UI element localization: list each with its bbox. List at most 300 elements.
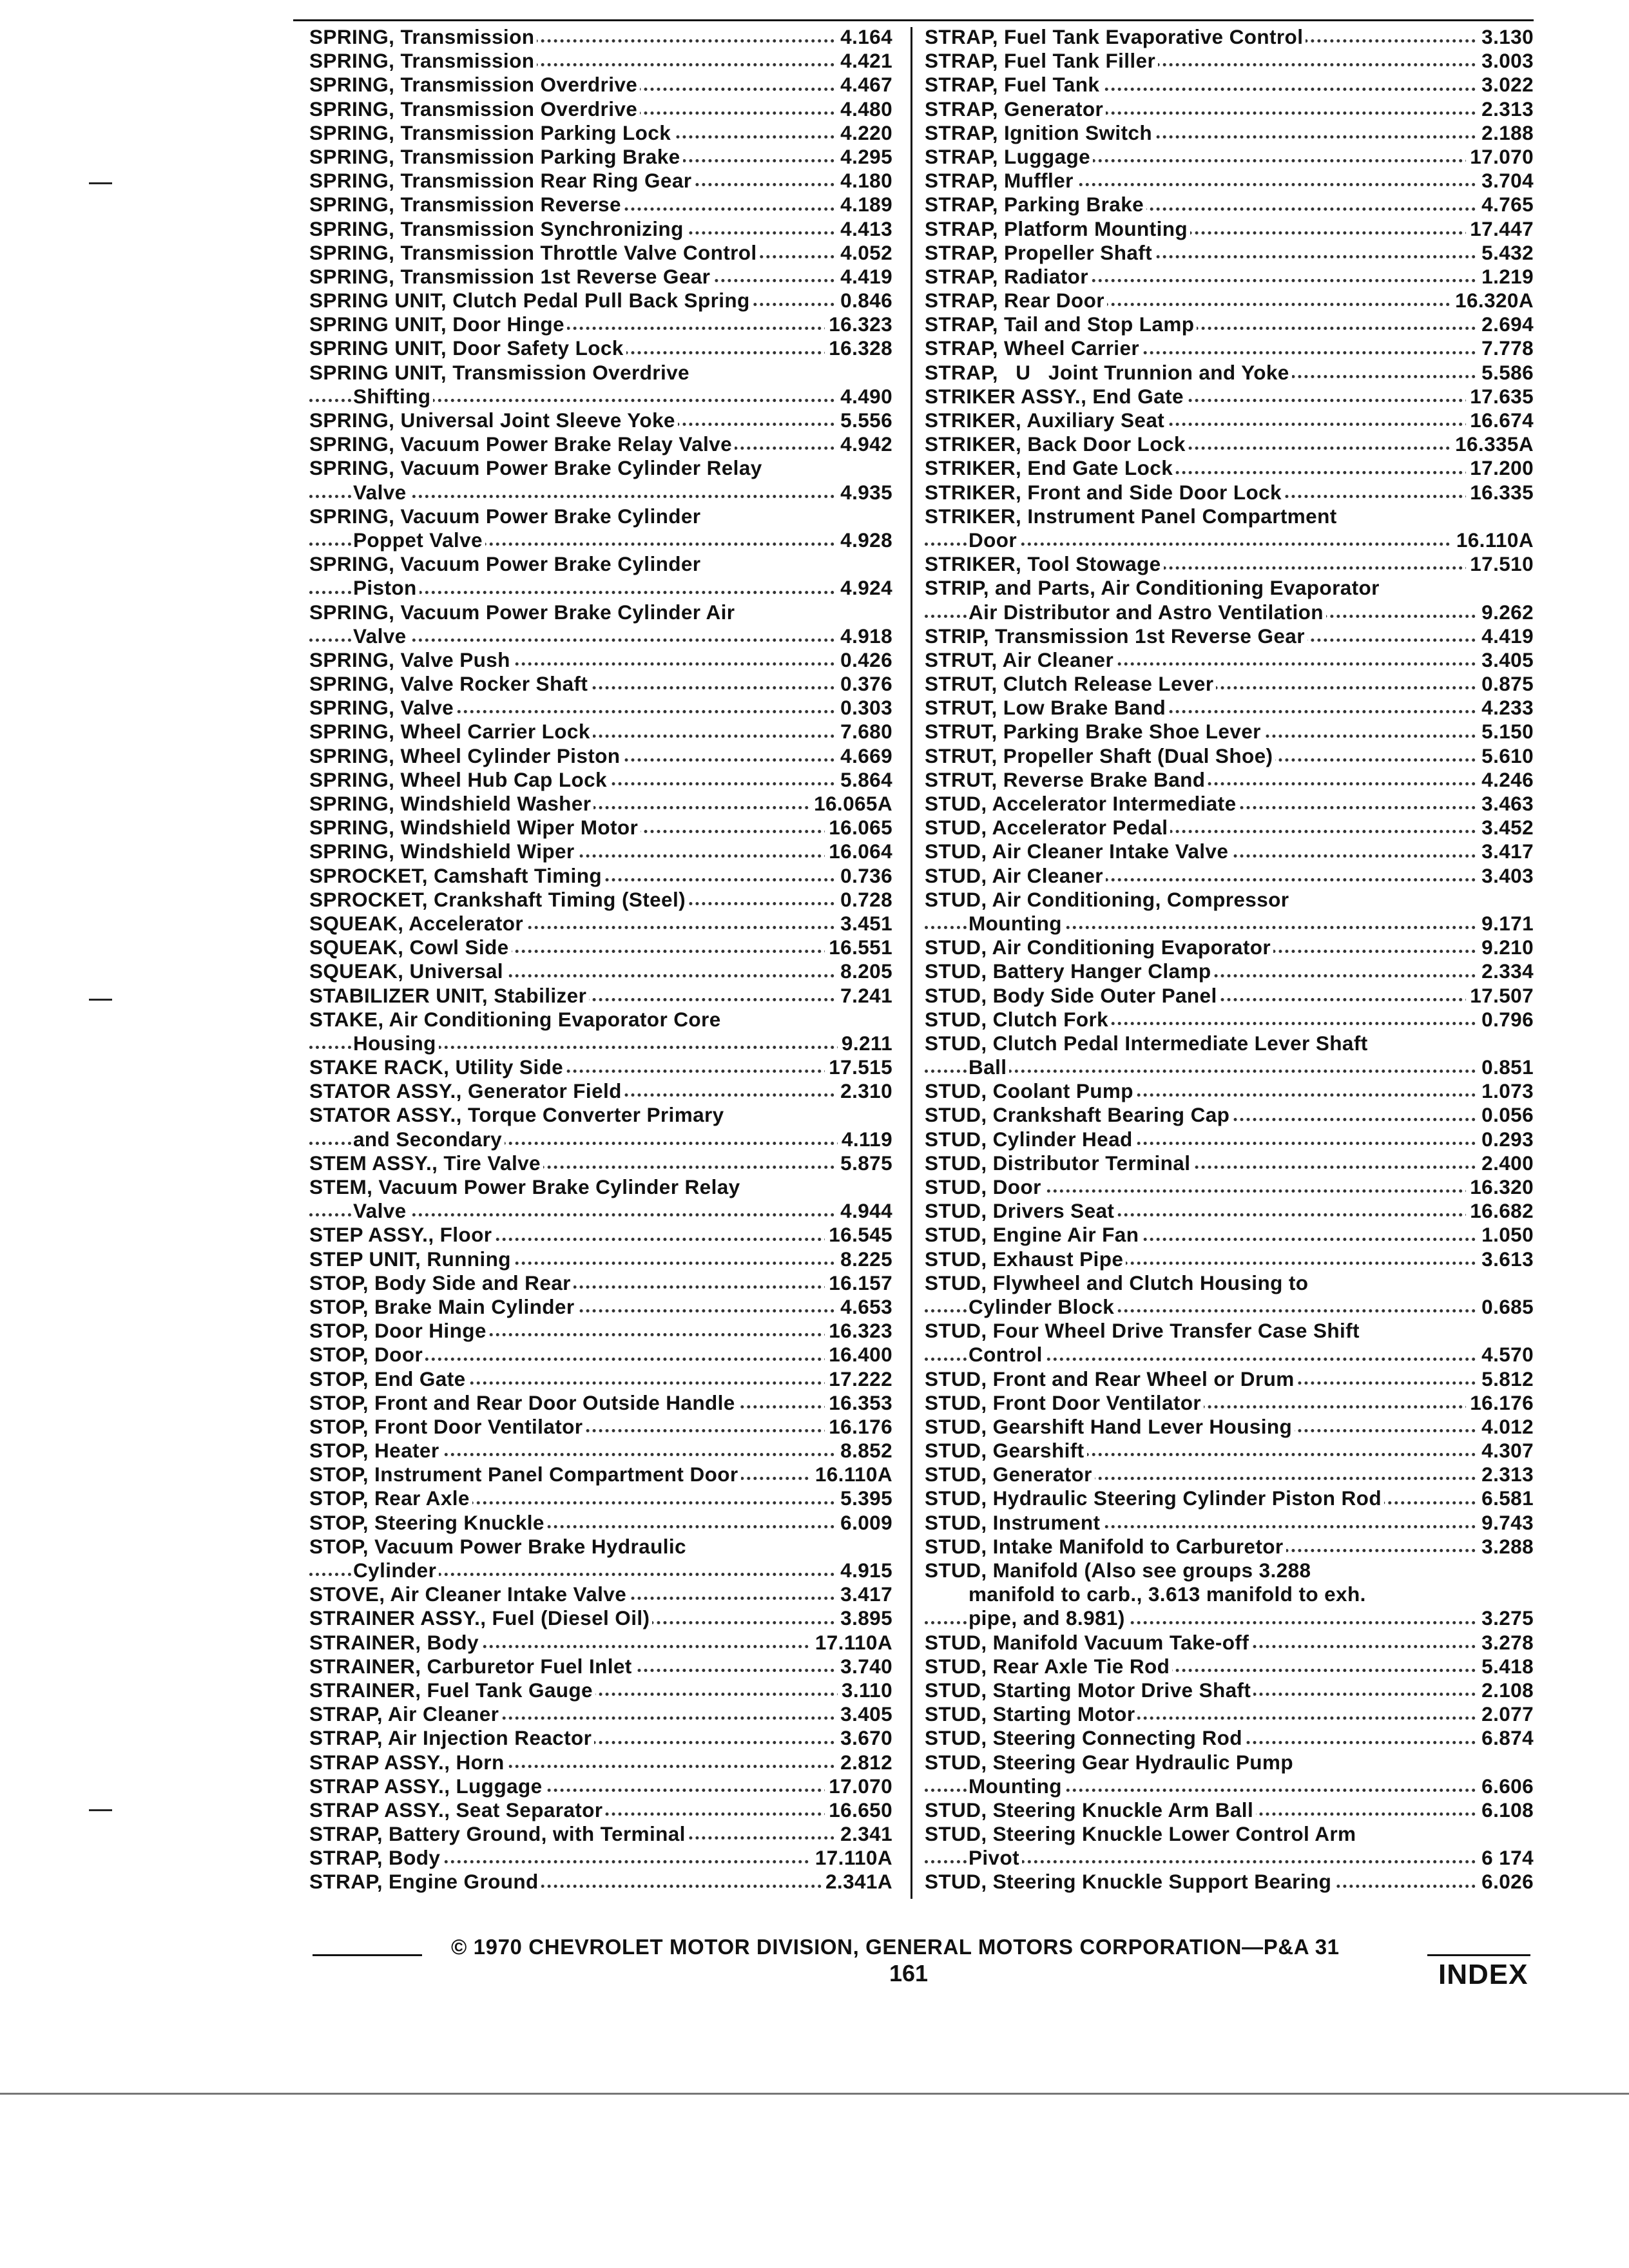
index-entry-line	[925, 648, 1534, 672]
index-entry-line	[925, 1199, 1534, 1223]
entry-reference: 4.467	[836, 73, 892, 97]
entry-reference: 16.323	[825, 1319, 892, 1343]
entry-label: STUD, Starting Motor	[925, 1702, 1137, 1725]
entry-label: STOP, Rear Axle	[309, 1486, 472, 1510]
bottom-rule	[0, 2093, 1629, 2095]
index-entry-line	[925, 1751, 1534, 1774]
index-entry-line	[309, 145, 892, 169]
entry-reference: 2.341A	[822, 1870, 892, 1894]
entry-reference: 16.110A	[1452, 528, 1534, 552]
index-entry-line	[309, 912, 892, 936]
entry-label: SPRING, Transmission Parking Lock	[309, 121, 673, 144]
entry-label: SPRING, Transmission Parking Brake	[309, 145, 683, 168]
index-entry-line	[309, 1008, 892, 1032]
index-entry-line	[925, 816, 1534, 840]
index-entry-line	[925, 193, 1534, 216]
index-entry-line	[309, 481, 892, 505]
margin-tick	[89, 999, 112, 1001]
entry-label: SPRING, Valve	[309, 696, 456, 719]
index-entry-line	[925, 1175, 1534, 1199]
entry-reference: 17.070	[825, 1774, 892, 1798]
index-entry-line	[309, 1751, 892, 1774]
entry-label: STRAINER ASSY., Fuel (Diesel Oil)	[309, 1606, 652, 1629]
entry-label: STRAP, Wheel Carrier	[925, 336, 1142, 360]
entry-reference: 17.635	[1466, 385, 1534, 408]
entry-label: STUD, Flywheel and Clutch Housing to	[925, 1271, 1311, 1294]
index-entry-line	[925, 1463, 1534, 1486]
index-entry-line	[309, 1870, 892, 1894]
index-entry-line	[309, 1463, 892, 1486]
entry-reference: 4.924	[836, 576, 892, 600]
index-entry-line	[925, 959, 1534, 983]
index-entry-line	[925, 1702, 1534, 1726]
index-entry-line	[309, 1535, 892, 1559]
entry-label: STUD, Starting Motor Drive Shaft	[925, 1678, 1253, 1702]
entry-reference: 17.447	[1466, 217, 1534, 241]
entry-label: STUD, Manifold (Also see groups 3.288	[925, 1559, 1313, 1582]
entry-label: STOP, Brake Main Cylinder	[309, 1295, 577, 1318]
entry-label: STOVE, Air Cleaner Intake Valve	[309, 1582, 629, 1606]
entry-label: STUD, Air Cleaner Intake Valve	[925, 840, 1231, 863]
index-entry-line	[925, 1319, 1534, 1343]
index-entry-line	[309, 505, 892, 528]
entry-label: Shifting	[353, 385, 433, 408]
index-entry-line	[925, 385, 1534, 408]
index-entry-line	[309, 1223, 892, 1247]
entry-reference: 16.323	[825, 312, 892, 336]
entry-label: STUD, Intake Manifold to Carburetor	[925, 1535, 1286, 1558]
entry-label: STRAINER, Body	[309, 1631, 481, 1654]
index-entry-line	[925, 1798, 1534, 1822]
entry-reference: 16.674	[1466, 408, 1534, 432]
entry-reference: 4.419	[836, 265, 892, 289]
entry-reference: 9.262	[1478, 601, 1534, 624]
entry-label: Air Distributor and Astro Ventilation	[969, 601, 1326, 624]
entry-label: STRAP, Fuel Tank	[925, 73, 1102, 96]
entry-label: SPRING, Windshield Wiper	[309, 840, 577, 863]
index-entry-line	[925, 696, 1534, 720]
index-entry-line	[309, 49, 892, 73]
index-entry-line	[925, 97, 1534, 121]
entry-label: Cylinder	[353, 1559, 439, 1582]
index-entry-line	[309, 959, 892, 983]
index-entry-line	[925, 1774, 1534, 1798]
entry-label: STRAP, Tail and Stop Lamp	[925, 312, 1197, 336]
index-entry-line	[309, 217, 892, 241]
index-entry-line	[925, 1511, 1534, 1535]
index-entry-line	[309, 1702, 892, 1726]
entry-reference: 0.376	[836, 672, 892, 696]
entry-label: STUD, Rear Axle Tie Rod	[925, 1655, 1172, 1678]
index-entry-line	[309, 1678, 892, 1702]
entry-label: STUD, Air Cleaner	[925, 864, 1106, 887]
entry-reference: 17.222	[825, 1367, 892, 1391]
index-entry-line	[925, 1008, 1534, 1032]
index-entry-line	[309, 193, 892, 216]
entry-reference: 3.278	[1478, 1631, 1534, 1655]
index-entry-line	[925, 984, 1534, 1008]
index-entry-line	[925, 1631, 1534, 1655]
entry-label: STEP UNIT, Running	[309, 1247, 514, 1271]
entry-reference: 4.413	[836, 217, 892, 241]
entry-label: STOP, Body Side and Rear	[309, 1271, 574, 1294]
entry-label: STOP, Heater	[309, 1439, 442, 1462]
entry-reference: 8.852	[836, 1439, 892, 1463]
entry-reference: 5.556	[836, 408, 892, 432]
index-entry-line	[925, 265, 1534, 289]
index-entry-line	[309, 1103, 892, 1127]
entry-label: SPRING, Windshield Wiper Motor	[309, 816, 641, 839]
index-entry-line	[925, 505, 1534, 528]
entry-reference: 2.694	[1478, 312, 1534, 336]
index-column-right	[925, 25, 1534, 1894]
entry-label: STABILIZER UNIT, Stabilizer	[309, 984, 589, 1007]
entry-reference: 17.110A	[811, 1846, 892, 1870]
index-entry-line	[309, 361, 892, 385]
entry-label: STRUT, Low Brake Band	[925, 696, 1168, 719]
entry-label: STUD, Drivers Seat	[925, 1199, 1117, 1222]
index-entry-line	[309, 1439, 892, 1463]
entry-label: STATOR ASSY., Torque Converter Primary	[309, 1103, 727, 1126]
entry-label: STEP ASSY., Floor	[309, 1223, 494, 1246]
index-entry-line	[309, 1295, 892, 1319]
index-entry-line	[925, 121, 1534, 145]
entry-label: STUD, Battery Hanger Clamp	[925, 959, 1214, 983]
entry-label: STRIKER ASSY., End Gate	[925, 385, 1186, 408]
entry-reference: 4.012	[1478, 1415, 1534, 1439]
entry-label: SPRING, Valve Rocker Shaft	[309, 672, 590, 695]
index-entry-line	[925, 1726, 1534, 1750]
entry-reference: 4.307	[1478, 1439, 1534, 1463]
index-entry-line	[309, 1726, 892, 1750]
entry-label: STUD, Distributor Terminal	[925, 1151, 1193, 1175]
entry-reference: 4.669	[836, 744, 892, 768]
index-entry-line	[925, 1655, 1534, 1678]
entry-reference: 6.606	[1478, 1774, 1534, 1798]
index-entry-line	[309, 1032, 892, 1055]
index-entry-line	[309, 1247, 892, 1271]
entry-reference: 0.796	[1478, 1008, 1534, 1032]
entry-label: SPRING UNIT, Transmission Overdrive	[309, 361, 692, 384]
entry-reference: 4.942	[836, 432, 892, 456]
entry-label: STRIKER, Front and Side Door Lock	[925, 481, 1284, 504]
index-entry-line	[309, 984, 892, 1008]
entry-reference: 1.073	[1478, 1079, 1534, 1103]
entry-reference: 3.613	[1478, 1247, 1534, 1271]
index-column-left	[309, 25, 892, 1894]
index-entry-line	[925, 552, 1534, 576]
entry-reference: 3.403	[1478, 864, 1534, 888]
index-entry-line	[309, 456, 892, 480]
index-entry-line	[309, 1822, 892, 1846]
entry-label: STOP, Front and Rear Door Outside Handle	[309, 1391, 738, 1414]
entry-reference: 0.426	[836, 648, 892, 672]
index-entry-line	[925, 169, 1534, 193]
entry-label: manifold to carb., 3.613 manifold to exh.	[969, 1582, 1369, 1606]
entry-reference: 0.293	[1478, 1128, 1534, 1151]
index-entry-line	[309, 648, 892, 672]
entry-reference: 2.313	[1478, 97, 1534, 121]
entry-label: STUD, Manifold Vacuum Take-off	[925, 1631, 1251, 1654]
entry-reference: 3.022	[1478, 73, 1534, 97]
entry-label: SPRING, Transmission Overdrive	[309, 73, 640, 96]
column-divider	[911, 27, 912, 1899]
entry-label: STRAINER, Carburetor Fuel Inlet	[309, 1655, 635, 1678]
index-entry-line	[309, 1391, 892, 1415]
index-entry-line	[925, 1103, 1534, 1127]
entry-reference: 16.335	[1466, 481, 1534, 505]
entry-label: Valve	[353, 624, 409, 648]
entry-reference: 4.295	[836, 145, 892, 169]
entry-reference: 17.515	[825, 1055, 892, 1079]
entry-reference: 16.176	[825, 1415, 892, 1439]
entry-label: STUD, Engine Air Fan	[925, 1223, 1141, 1246]
index-entry-line	[309, 1582, 892, 1606]
entry-reference: 3.275	[1478, 1606, 1534, 1630]
entry-label: SPRING, Valve Push	[309, 648, 513, 671]
entry-reference: 2.108	[1478, 1678, 1534, 1702]
entry-label: STOP, Front Door Ventilator	[309, 1415, 585, 1438]
entry-reference: 5.864	[836, 768, 892, 792]
index-entry-line	[925, 936, 1534, 959]
entry-label: STUD, Accelerator Pedal	[925, 816, 1170, 839]
entry-label: STUD, Coolant Pump	[925, 1079, 1136, 1102]
index-entry-line	[925, 1439, 1534, 1463]
entry-reference: 3.704	[1478, 169, 1534, 193]
index-entry-line	[925, 912, 1534, 936]
index-entry-line	[309, 1199, 892, 1223]
entry-label: STOP, End Gate	[309, 1367, 468, 1390]
entry-reference: 17.200	[1466, 456, 1534, 480]
index-entry-line	[309, 552, 892, 576]
entry-label: STUD, Gearshift	[925, 1439, 1087, 1462]
entry-label: Valve	[353, 481, 409, 504]
entry-label: SPRING, Vacuum Power Brake Cylinder	[309, 505, 703, 528]
index-entry-line	[925, 408, 1534, 432]
entry-reference: 5.150	[1478, 720, 1534, 744]
page-number: 161	[889, 1960, 929, 1986]
entry-label: STRAP, Ignition Switch	[925, 121, 1155, 144]
entry-reference: 9.210	[1478, 936, 1534, 959]
entry-reference: 1.050	[1478, 1223, 1534, 1247]
index-entry-line	[309, 25, 892, 49]
index-entry-line	[925, 312, 1534, 336]
entry-label: SPRING, Transmission Reverse	[309, 193, 624, 216]
entry-label: STUD, Steering Knuckle Support Bearing	[925, 1870, 1334, 1893]
index-entry-line	[925, 1559, 1534, 1582]
index-entry-line	[309, 888, 892, 912]
entry-label: STUD, Hydraulic Steering Cylinder Piston Rod	[925, 1486, 1384, 1510]
entry-label: SPRING, Vacuum Power Brake Cylinder Relay	[309, 456, 765, 479]
entry-label: STRAP, Generator	[925, 97, 1106, 120]
entry-label: SPRING UNIT, Door Safety Lock	[309, 336, 626, 360]
entry-label: SPRING, Transmission Synchronizing	[309, 217, 686, 240]
index-entry-line	[309, 1486, 892, 1510]
entry-label: STRUT, Parking Brake Shoe Lever	[925, 720, 1264, 743]
index-entry-line	[309, 1415, 892, 1439]
entry-reference: 2.812	[836, 1751, 892, 1774]
index-entry-line	[309, 1631, 892, 1655]
entry-reference: 4.570	[1478, 1343, 1534, 1367]
index-entry-line	[309, 1367, 892, 1391]
index-entry-line	[309, 1128, 892, 1151]
entry-label: SQUEAK, Cowl Side	[309, 936, 512, 959]
entry-reference: 7.778	[1478, 336, 1534, 360]
entry-label: STRIKER, Auxiliary Seat	[925, 408, 1167, 432]
index-entry-line	[925, 1247, 1534, 1271]
entry-label: STRAP, Body	[309, 1846, 443, 1869]
entry-label: SPROCKET, Crankshaft Timing (Steel)	[309, 888, 688, 911]
index-entry-line	[309, 744, 892, 768]
index-entry-line	[309, 385, 892, 408]
index-entry-line	[925, 1486, 1534, 1510]
index-entry-line	[925, 49, 1534, 73]
entry-reference: 3.670	[836, 1726, 892, 1750]
entry-label: STRAINER, Fuel Tank Gauge	[309, 1678, 595, 1702]
entry-reference: 3.130	[1478, 25, 1534, 49]
index-entry-line	[925, 1582, 1534, 1606]
entry-reference: 0.846	[836, 289, 892, 312]
entry-reference: 6.026	[1478, 1870, 1534, 1894]
entry-reference: 4.220	[836, 121, 892, 145]
entry-label: STEM, Vacuum Power Brake Cylinder Relay	[309, 1175, 743, 1198]
entry-reference: 0.303	[836, 696, 892, 720]
entry-label: STUD, Crankshaft Bearing Cap	[925, 1103, 1232, 1126]
entry-reference: 5.418	[1478, 1655, 1534, 1678]
index-entry-line	[309, 241, 892, 265]
entry-label: STUD, Front and Rear Wheel or Drum	[925, 1367, 1297, 1390]
index-entry-line	[925, 888, 1534, 912]
entry-label: STUD, Exhaust Pipe	[925, 1247, 1126, 1271]
entry-label: Valve	[353, 1199, 409, 1222]
index-entry-line	[309, 672, 892, 696]
entry-label: STUD, Accelerator Intermediate	[925, 792, 1239, 815]
entry-reference: 5.812	[1478, 1367, 1534, 1391]
entry-label: STRAP, Battery Ground, with Terminal	[309, 1822, 688, 1845]
index-entry-line	[309, 432, 892, 456]
index-entry-line	[309, 792, 892, 816]
entry-reference: 3.405	[1478, 648, 1534, 672]
entry-label: STEM ASSY., Tire Valve	[309, 1151, 543, 1175]
entry-label: SPRING, Transmission	[309, 25, 537, 48]
entry-reference: 17.070	[1466, 145, 1534, 169]
index-entry-line	[925, 289, 1534, 312]
index-entry-line	[925, 1151, 1534, 1175]
index-entry-line	[309, 408, 892, 432]
entry-label: STUD, Steering Connecting Rod	[925, 1726, 1245, 1749]
entry-label: STRUT, Propeller Shaft (Dual Shoe)	[925, 744, 1275, 767]
index-entry-line	[309, 121, 892, 145]
entry-reference: 16.065	[825, 816, 892, 840]
index-entry-line	[925, 145, 1534, 169]
index-entry-line	[309, 265, 892, 289]
entry-reference: 4.180	[836, 169, 892, 193]
entry-reference: 4.490	[836, 385, 892, 408]
entry-reference: 17.510	[1466, 552, 1534, 576]
index-entry-line	[925, 576, 1534, 600]
entry-reference: 2.313	[1478, 1463, 1534, 1486]
entry-reference: 3.288	[1478, 1535, 1534, 1559]
entry-reference: 16.064	[825, 840, 892, 863]
entry-label: STRAP, Propeller Shaft	[925, 241, 1155, 264]
entry-label: STOP, Door Hinge	[309, 1319, 489, 1342]
index-entry-line	[925, 1678, 1534, 1702]
entry-reference: 3.451	[836, 912, 892, 936]
entry-label: Housing	[353, 1032, 439, 1055]
entry-label: Poppet Valve	[353, 528, 485, 552]
entry-label: SPRING, Transmission Rear Ring Gear	[309, 169, 694, 192]
entry-label: STRAP, Fuel Tank Evaporative Control	[925, 25, 1306, 48]
footer-rule-right	[1427, 1954, 1530, 1956]
entry-reference: 4.164	[836, 25, 892, 49]
entry-reference: 3.740	[836, 1655, 892, 1678]
index-entry-line	[925, 1870, 1534, 1894]
entry-reference: 2.188	[1478, 121, 1534, 145]
entry-reference: 0.056	[1478, 1103, 1534, 1127]
entry-label: SPRING, Universal Joint Sleeve Yoke	[309, 408, 678, 432]
entry-reference: 17.110A	[811, 1631, 892, 1655]
entry-reference: 4.918	[836, 624, 892, 648]
entry-label: Pivot	[969, 1846, 1022, 1869]
entry-reference: 5.875	[836, 1151, 892, 1175]
index-entry-line	[309, 696, 892, 720]
entry-label: STUD, Clutch Fork	[925, 1008, 1111, 1031]
index-entry-line	[309, 1151, 892, 1175]
entry-reference: 5.610	[1478, 744, 1534, 768]
index-entry-line	[925, 432, 1534, 456]
entry-label: STOP, Door	[309, 1343, 425, 1366]
margin-tick	[89, 182, 112, 184]
entry-reference: 3.452	[1478, 816, 1534, 840]
entry-reference: 7.241	[836, 984, 892, 1008]
entry-reference: 16.176	[1466, 1391, 1534, 1415]
entry-reference: 16.320A	[1451, 289, 1534, 312]
footer-rule-left	[313, 1954, 422, 1956]
index-entry-line	[309, 97, 892, 121]
entry-label: STRIKER, Instrument Panel Compartment	[925, 505, 1340, 528]
entry-reference: 0.728	[836, 888, 892, 912]
entry-label: SPRING, Windshield Washer	[309, 792, 593, 815]
index-entry-line	[925, 672, 1534, 696]
index-entry-line	[309, 768, 892, 792]
entry-label: STUD, Front Door Ventilator	[925, 1391, 1204, 1414]
entry-reference: 4.419	[1478, 624, 1534, 648]
index-entry-line	[309, 624, 892, 648]
entry-reference: 2.341	[836, 1822, 892, 1846]
index-entry-line	[309, 312, 892, 336]
entry-reference: 4.480	[836, 97, 892, 121]
entry-label: SPRING UNIT, Clutch Pedal Pull Back Spring	[309, 289, 753, 312]
index-entry-line	[925, 1606, 1534, 1630]
entry-reference: 3.110	[838, 1678, 892, 1702]
entry-label: STRAP, Luggage	[925, 145, 1093, 168]
index-entry-line	[925, 1295, 1534, 1319]
entry-label: STRAP, Radiator	[925, 265, 1091, 288]
entry-reference: 16.110A	[811, 1463, 892, 1486]
entry-reference: 6 174	[1478, 1846, 1534, 1870]
entry-label: STRAP, Rear Door	[925, 289, 1107, 312]
entry-label: STAKE RACK, Utility Side	[309, 1055, 566, 1079]
entry-label: STRIKER, Tool Stowage	[925, 552, 1164, 575]
index-entry-line	[309, 864, 892, 888]
index-entry-line	[925, 1822, 1534, 1846]
index-entry-line	[925, 792, 1534, 816]
entry-reference: 16.650	[825, 1798, 892, 1822]
entry-label: Control	[969, 1343, 1045, 1366]
index-entry-line	[925, 1846, 1534, 1870]
entry-reference: 0.736	[836, 864, 892, 888]
index-entry-line	[925, 336, 1534, 360]
